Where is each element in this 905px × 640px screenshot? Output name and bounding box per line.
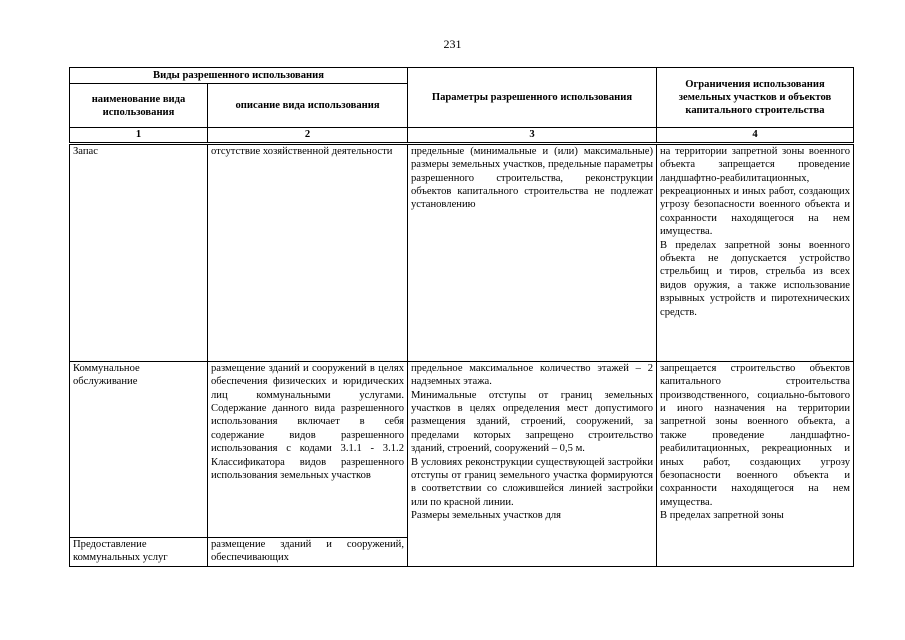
limitations-paragraph: В пределах запретной зоны военного объекта не допускается устройство стрельбищ и тиров, стрельба из всех видов оружия, а также использование взрывных устройств и пиротехнических средств. xyxy=(660,239,850,318)
params-cell xyxy=(408,361,657,566)
header-use-name: наименование вида использования xyxy=(70,84,208,128)
limitations-paragraph: запрещается строительство объектов капитального строительства производственного, социально-бытового и иного назначения на территории запретной зоны военного объекта, а также проведение ландшафтно-реабилитационных, рекреационных и иных работ, создающих угрозу безопасности военного объекта и сохранности находящегося на нем имущества. xyxy=(660,362,850,508)
limitations-cell xyxy=(657,361,854,566)
use-description-cell: отсутствие хозяйственной деятельности xyxy=(208,143,408,361)
limitations-paragraph: на территории запретной зоны военного объекта запрещается проведение ландшафтно-реабилитационных, рекреационных и иных работ, создающих угрозу безопасности военного объекта и сохранности находящегося на нем имущества. xyxy=(660,145,850,238)
use-name-cell: Предоставление коммунальных услуг xyxy=(70,537,208,566)
header-land-use-types: Виды разрешенного использования xyxy=(70,68,408,84)
column-number-2: 2 xyxy=(208,128,408,143)
page-number: 231 xyxy=(443,37,462,51)
params-paragraph: предельное максимальное количество этажей – 2 надземных этажа. xyxy=(411,362,653,388)
header-permitted-use-params: Параметры разрешенного использования xyxy=(408,68,657,128)
column-number-3: 3 xyxy=(408,128,657,143)
params-cell: предельные (минимальные и (или) максимальные) размеры земельных участков, предельные параметры разрешенного строительства, реконструкции объектов капитального строительства не подлежат установлению xyxy=(408,143,657,361)
table-row xyxy=(70,143,854,361)
header-use-description: описание вида использования xyxy=(208,84,408,128)
use-name-cell: Коммунальное обслуживание xyxy=(70,361,208,537)
limitations-cell xyxy=(657,143,854,361)
params-paragraph: В условиях реконструкции существующей застройки отступы от границ земельного участка формируются в соответствии со сложившейся линией застройки или по красной линии. xyxy=(411,456,653,508)
limitations-paragraph: В пределах запретной зоны xyxy=(660,510,784,522)
use-description-cell: размещение зданий и сооружений в целях обеспечения физических и юридических лиц коммунальными услугами. Содержание данного вида разрешенного использования включает в себя содержание видов разрешенного использования с кодами 3.1.1 - 3.1.2 Классификатора видов разрешенного использования земельных участков xyxy=(208,361,408,537)
land-use-table xyxy=(69,67,854,567)
params-paragraph: Размеры земельных участков для xyxy=(411,510,562,522)
column-number-4: 4 xyxy=(657,128,854,143)
use-description-cell: размещение зданий и сооружений, обеспечивающих xyxy=(208,537,408,566)
column-number-1: 1 xyxy=(70,128,208,143)
use-name-cell: Запас xyxy=(70,143,208,361)
table-row xyxy=(70,361,854,537)
header-use-limitations: Ограничения использования земельных участков и объектов капитального строительства xyxy=(657,68,854,128)
params-paragraph: Минимальные отступы от границ земельных участков в целях определения мест допустимого размещения зданий, строений, сооружений, за пределами которых запрещено строительство зданий, строений, сооружений – 0,5 м. xyxy=(411,389,653,455)
